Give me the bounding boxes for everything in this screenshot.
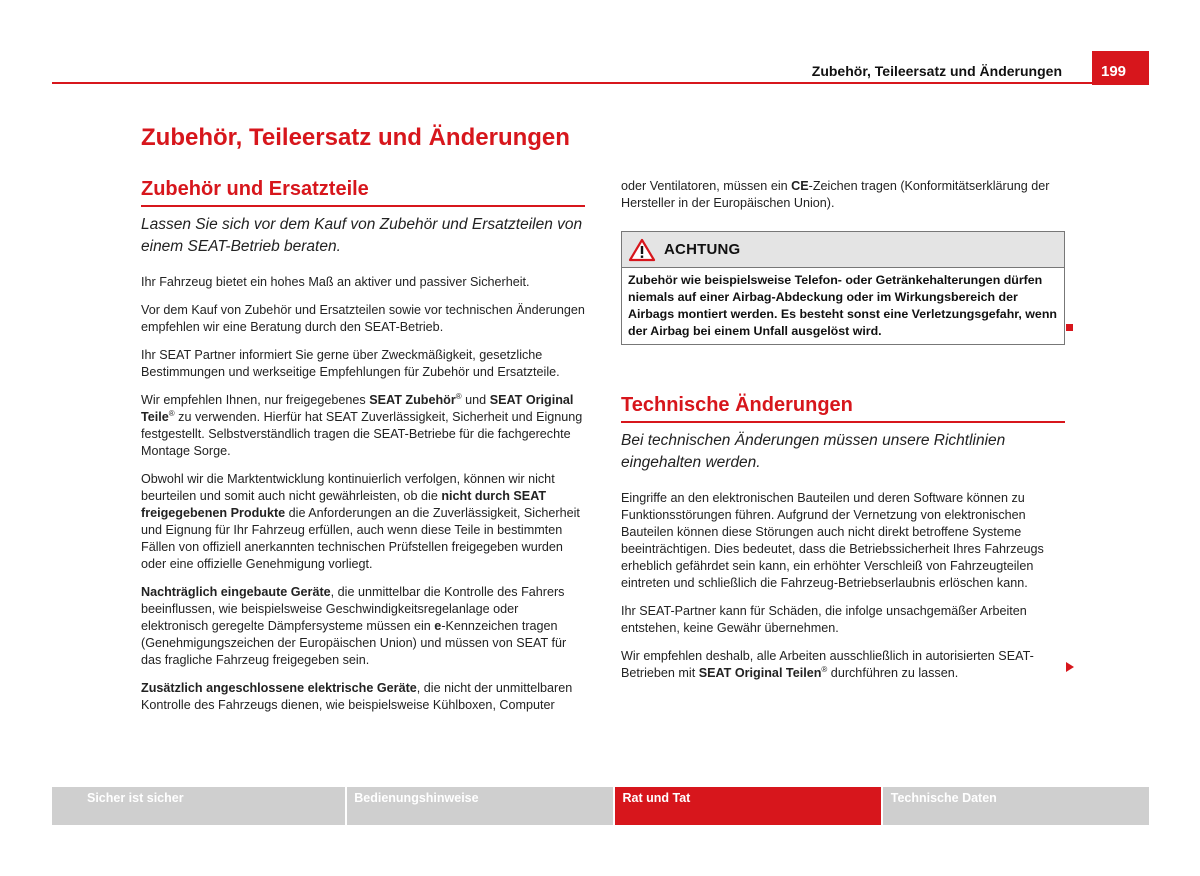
chapter-nav (52, 787, 1149, 825)
chapter-title: Zubehör, Teileersatz und Änderungen (141, 124, 570, 151)
section-heading-zubehoer: Zubehör und Ersatzteile (141, 178, 585, 207)
warning-triangle-icon (628, 238, 656, 262)
paragraph: Wir empfehlen deshalb, alle Arbeiten ausschließlich in autorisierten SEAT-Betrieben mit SEAT Original Teilen® durchführen zu lassen. (621, 649, 1034, 680)
right-column (621, 178, 1065, 693)
section-lead: Bei technischen Änderungen müssen unsere Richtlinien eingehalten werden. (621, 432, 1006, 471)
paragraph: Wir empfehlen Ihnen, nur freigegebenes SEAT Zubehör® und SEAT Original Teile® zu verwenden. Hierfür hat SEAT Zuverlässigkeit, Sicherheit und Eignung festgestellt. Selbstverständlich tragen die SEAT-Betriebe für die fachgerechte Montage Sorge. (141, 391, 583, 458)
paragraph: Ihr SEAT-Partner kann für Schäden, die infolge unsachgemäßer Arbeiten entstehen, keine Gewähr übernehmen. (621, 604, 1027, 635)
header-rule (52, 82, 1092, 84)
warning-title: ACHTUNG (664, 241, 741, 258)
continue-arrow-icon (1066, 662, 1074, 672)
left-column (141, 178, 585, 725)
warning-text: Zubehör wie beispielsweise Telefon- oder Getränkehalterungen dürfen niemals auf einer Airbag-Abdeckung oder im Wirkungsbereich der Airbags montiert werden. Es besteht sonst eine Verletzungsgefahr, wenn der Airbag bei einem Unfall ausgelöst wird. (628, 273, 1057, 338)
tab-technische-daten[interactable]: Technische Daten (883, 787, 1149, 825)
tab-sicher-ist-sicher[interactable]: Sicher ist sicher (52, 787, 345, 825)
paragraph-continued: oder Ventilatoren, müssen ein CE-Zeichen tragen (Konformitätserklärung der Hersteller in der Europäischen Union). (621, 179, 1050, 210)
section-lead: Lassen Sie sich vor dem Kauf von Zubehör und Ersatzteilen von einem SEAT-Betrieb beraten. (141, 216, 583, 255)
paragraph: Nachträglich eingebaute Geräte, die unmittelbar die Kontrolle des Fahrers beeinflussen, wie beispielsweise Geschwindigkeitsregelanlage oder elektronisch geregelte Dämpfersysteme müssen ein e-Kennzeichen tragen (Genehmigungszeichen der Europäischen Union) und müssen von SEAT für das fragliche Fahrzeug freigegeben sein. (141, 585, 567, 667)
paragraph: Obwohl wir die Marktentwicklung kontinuierlich verfolgen, können wir nicht beurteilen und somit auch nicht gewährleisten, ob die nicht durch SEAT freigegebenen Produkte die Anforderungen an die Zuverlässigkeit, Sicherheit und Eignung für Ihr Fahrzeug erfüllen, auch wenn diese Teile in bestimmten Fällen von offiziell anerkannten technischen Prüfstellen freigegeben wurden oder eine offizielle Genehmigung vorliegt. (141, 472, 580, 571)
paragraph: Zusätzlich angeschlossene elektrische Geräte, die nicht der unmittelbaren Kontrolle des Fahrzeugs dienen, wie beispielsweise Kühlboxen, Computer (141, 681, 573, 712)
tab-rat-und-tat[interactable]: Rat und Tat (615, 787, 881, 825)
section-heading-technische-aenderungen: Technische Änderungen (621, 394, 1065, 423)
warning-box (621, 231, 1065, 345)
warning-header (622, 232, 1064, 268)
running-header-title: Zubehör, Teileersatz und Änderungen (811, 63, 1062, 79)
paragraph: Vor dem Kauf von Zubehör und Ersatzteilen sowie vor technischen Änderungen empfehlen wir eine Beratung durch den SEAT-Betrieb. (141, 303, 585, 334)
paragraph: Ihr SEAT Partner informiert Sie gerne über Zweckmäßigkeit, gesetzliche Bestimmungen und werkseitige Empfehlungen für Zubehör und Ersatzteile. (141, 348, 560, 379)
paragraph: Ihr Fahrzeug bietet ein hohes Maß an aktiver und passiver Sicherheit. (141, 275, 530, 289)
paragraph: Eingriffe an den elektronischen Bauteilen und deren Software können zu Funktionsstörungen führen. Aufgrund der Vernetzung von elektronischen Bauteilen können diese Störungen auch nicht direkt betroffene Systeme beeinträchtigen. Dies bedeutet, dass die Betriebssicherheit Ihres Fahrzeugs erheblich gefährdet sein kann, ein erhöhter Verschleiß von Fahrzeugteilen eintreten und schließlich die Fahrzeug-Betriebserlaubnis erlöschen kann. (621, 491, 1044, 590)
tab-bedienungshinweise[interactable]: Bedienungshinweise (347, 787, 612, 825)
section-end-marker (1066, 324, 1073, 331)
page-number: 199 (1092, 51, 1149, 85)
